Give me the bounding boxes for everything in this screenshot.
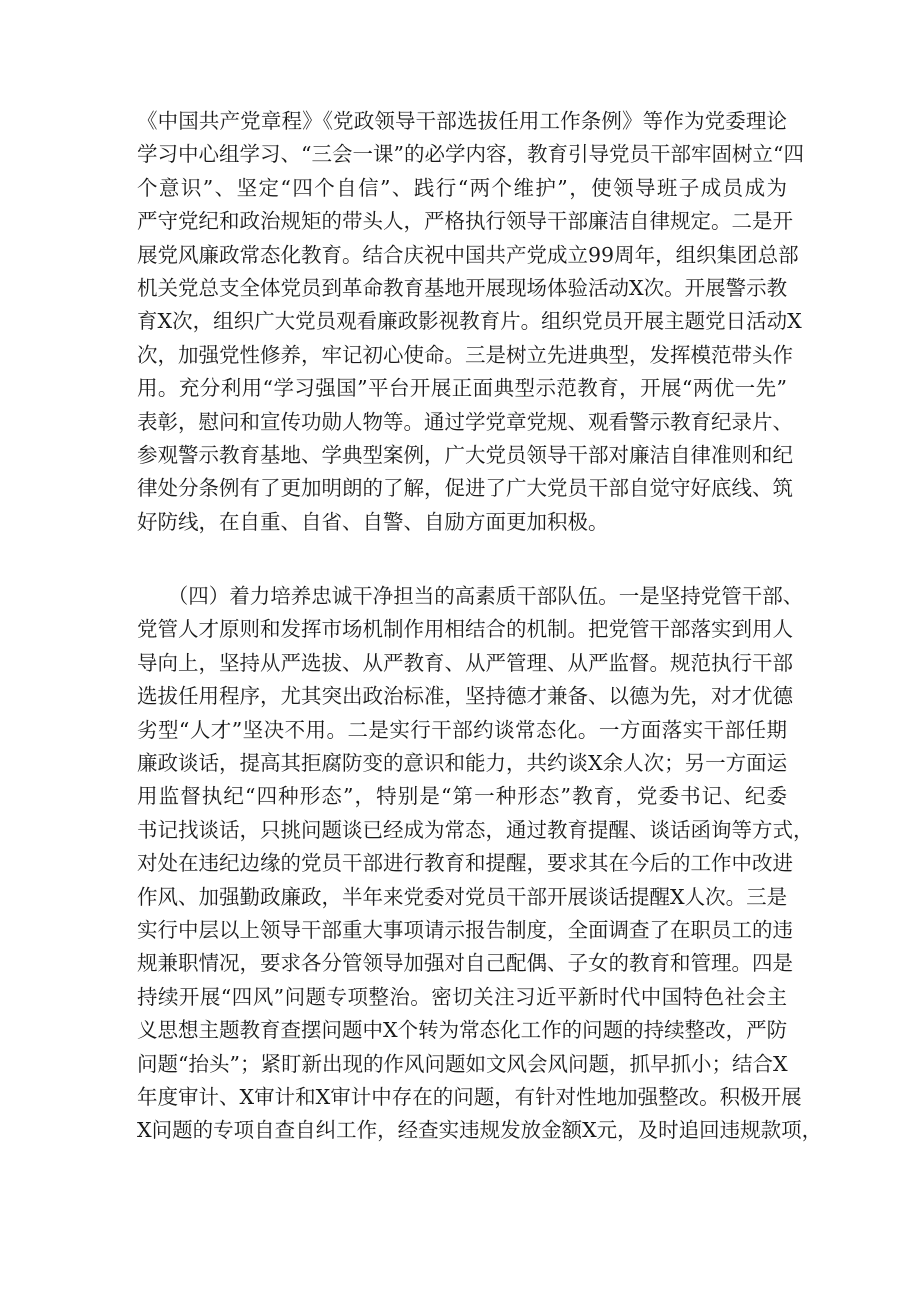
text-line: 实行中层以上领导干部重大事项请示报告制度，全面调查了在职员工的违 (137, 917, 793, 942)
text-line: 导向上，坚持从严选拔、从严教育、从严管理、从严监督。规范执行干部 (137, 650, 793, 675)
text-line: 书记找谈话，只挑问题谈已经成为常态，通过教育提醒、谈话函询等方式， (137, 817, 814, 842)
paragraph-education (137, 105, 804, 539)
text-line: 个意识”、坚定“四个自信”、践行“两个维护”，使领导班子成员成为 (137, 175, 787, 200)
text-line: X问题的专项自查自纠工作，经查实违规发放金额X元，及时追回违规款项， (137, 1118, 823, 1143)
section-heading-line: （四）着力培养忠诚干净担当的高素质干部队伍。一是坚持党管干部、 (137, 584, 804, 609)
paragraph-spacer (137, 539, 787, 580)
text-line: 用。充分利用“学习强国”平台开展正面典型示范教育，开展“两优一先” (137, 376, 787, 401)
text-line: 年度审计、X审计和X审计中存在的问题，有针对性地加强整改。积极开展 (137, 1084, 802, 1109)
document-page (137, 105, 823, 1148)
text-line: 展党风廉政常态化教育。结合庆祝中国共产党成立99周年，组织集团总部 (137, 242, 799, 267)
text-line: 选拔任用程序，尤其突出政治标准，坚持德才兼备、以德为先，对才优德 (137, 684, 793, 709)
text-line: 问题“抬头”；紧盯新出现的作风问题如文风会风问题，抓早抓小；结合X (137, 1051, 788, 1076)
text-line: 学习中心组学习、“三会一课”的必学内容，教育引导党员干部牢固树立“四 (137, 142, 804, 167)
text-line: 规兼职情况，要求各分管领导加强对自己配偶、子女的教育和管理。四是 (137, 951, 793, 976)
text-line: 律处分条例有了更加明朗的了解，促进了广大党员干部自觉守好底线、筑 (137, 476, 793, 501)
text-line: 次，加强党性修养，牢记初心使命。三是树立先进典型，发挥模范带头作 (137, 342, 793, 367)
text-line: 持续开展“四风”问题专项整治。密切关注习近平新时代中国特色社会主 (137, 984, 787, 1009)
text-line: 作风、加强勤政廉政，半年来党委对党员干部开展谈话提醒X人次。三是 (137, 884, 788, 909)
text-line: 参观警示教育基地、学典型案例，广大党员领导干部对廉洁自律准则和纪 (137, 442, 793, 467)
text-line: 严守党纪和政治规矩的带头人，严格执行领导干部廉洁自律规定。二是开 (137, 209, 793, 234)
text-line: 育X次，组织广大党员观看廉政影视教育片。组织党员开展主题党日活动X (137, 309, 802, 334)
paragraph-cadre-team (137, 580, 823, 1148)
text-line: 表彰，慰问和宣传功勋人物等。通过学党章党规、观看警示教育纪录片、 (137, 409, 793, 434)
text-line: 用监督执纪“四种形态”，特别是“第一种形态”教育，党委书记、纪委 (137, 784, 787, 809)
text-line: 机关党总支全体党员到革命教育基地开展现场体验活动X次。开展警示教 (137, 275, 788, 300)
text-line: 好防线，在自重、自省、自警、自励方面更加积极。 (137, 509, 609, 534)
text-line: 党管人才原则和发挥市场机制作用相结合的机制。把党管干部落实到用人 (137, 617, 793, 642)
text-line: 《中国共产党章程》《党政领导干部选拔任用工作条例》等作为党委理论 (137, 109, 787, 133)
text-line: 廉政谈话，提高其拒腐防变的意识和能力，共约谈X余人次；另一方面运 (137, 751, 788, 776)
text-line: 对处在违纪边缘的党员干部进行教育和提醒，要求其在今后的工作中改进 (137, 851, 793, 876)
text-line: 劣型“人才”坚决不用。二是实行干部约谈常态化。一方面落实干部任期 (137, 717, 787, 742)
text-line: 义思想主题教育查摆问题中X个转为常态化工作的问题的持续整改，严防 (137, 1018, 788, 1043)
